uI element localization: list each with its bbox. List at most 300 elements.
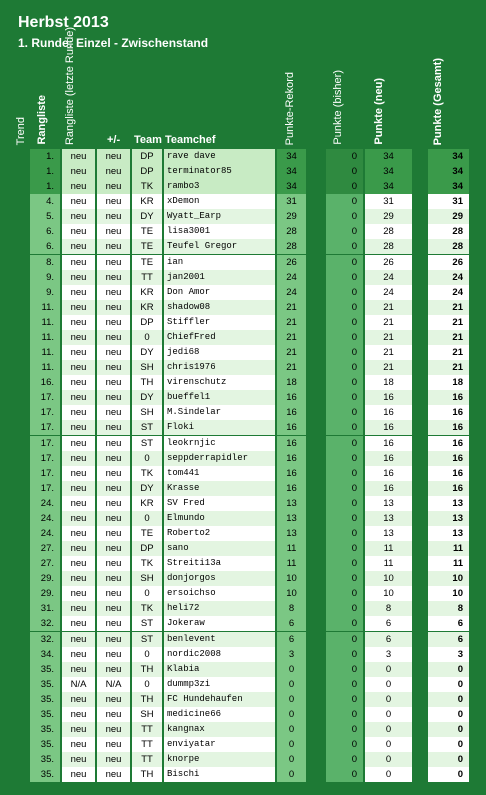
plusminus-cell: neu [97, 526, 130, 541]
last-rank-cell: neu [62, 662, 95, 677]
rank-cell: 31. [30, 601, 60, 616]
header-team: Team [134, 134, 162, 146]
bisher-cell: 0 [326, 360, 363, 375]
teamchef-cell: bueffel1 [164, 390, 275, 405]
header-punkte-bisher: Punkte (bisher) [332, 70, 344, 145]
neu-cell: 21 [365, 360, 412, 375]
neu-cell: 0 [365, 662, 412, 677]
trend-cell [14, 330, 28, 345]
team-cell: DP [132, 149, 162, 164]
bisher-cell: 0 [326, 752, 363, 767]
gesamt-cell: 24 [428, 285, 469, 300]
table-row [0, 209, 486, 224]
team-cell: 0 [132, 647, 162, 662]
rekord-cell: 0 [277, 662, 306, 677]
team-cell: TK [132, 179, 162, 194]
gesamt-cell: 13 [428, 511, 469, 526]
plusminus-cell: neu [97, 632, 130, 647]
last-rank-cell: neu [62, 375, 95, 390]
trend-cell [14, 586, 28, 601]
trend-cell [14, 692, 28, 707]
last-rank-cell: N/A [62, 677, 95, 692]
teamchef-cell: heli72 [164, 601, 275, 616]
last-rank-cell: neu [62, 390, 95, 405]
plusminus-cell: neu [97, 466, 130, 481]
bisher-cell: 0 [326, 345, 363, 360]
plusminus-cell: neu [97, 481, 130, 496]
gesamt-cell: 34 [428, 149, 469, 164]
gesamt-cell: 28 [428, 224, 469, 239]
team-cell: SH [132, 360, 162, 375]
team-cell: TH [132, 767, 162, 782]
last-rank-cell: neu [62, 285, 95, 300]
teamchef-cell: nordic2008 [164, 647, 275, 662]
teamchef-cell: Klabia [164, 662, 275, 677]
gesamt-cell: 16 [428, 451, 469, 466]
rank-cell: 11. [30, 360, 60, 375]
team-cell: TH [132, 662, 162, 677]
last-rank-cell: neu [62, 601, 95, 616]
table-row [0, 436, 486, 451]
trend-cell [14, 737, 28, 752]
last-rank-cell: neu [62, 209, 95, 224]
gesamt-cell: 31 [428, 194, 469, 209]
table-row [0, 285, 486, 300]
trend-cell [14, 496, 28, 511]
trend-cell [14, 390, 28, 405]
bisher-cell: 0 [326, 707, 363, 722]
teamchef-cell: SV Fred [164, 496, 275, 511]
teamchef-cell: shadow08 [164, 300, 275, 315]
neu-cell: 16 [365, 420, 412, 435]
plusminus-cell: neu [97, 692, 130, 707]
rank-cell: 1. [30, 149, 60, 164]
last-rank-cell: neu [62, 571, 95, 586]
last-rank-cell: neu [62, 436, 95, 451]
teamchef-cell: Stiffler [164, 315, 275, 330]
last-rank-cell: neu [62, 149, 95, 164]
rekord-cell: 13 [277, 511, 306, 526]
neu-cell: 26 [365, 255, 412, 270]
last-rank-cell: neu [62, 224, 95, 239]
bisher-cell: 0 [326, 662, 363, 677]
gesamt-cell: 29 [428, 209, 469, 224]
last-rank-cell: neu [62, 315, 95, 330]
neu-cell: 11 [365, 556, 412, 571]
neu-cell: 21 [365, 315, 412, 330]
teamchef-cell: benlevent [164, 632, 275, 647]
rank-cell: 35. [30, 707, 60, 722]
last-rank-cell: neu [62, 556, 95, 571]
bisher-cell: 0 [326, 285, 363, 300]
rank-cell: 35. [30, 737, 60, 752]
teamchef-cell: terminator85 [164, 164, 275, 179]
gesamt-cell: 13 [428, 496, 469, 511]
team-cell: 0 [132, 330, 162, 345]
neu-cell: 31 [365, 194, 412, 209]
plusminus-cell: neu [97, 270, 130, 285]
rank-cell: 35. [30, 677, 60, 692]
neu-cell: 29 [365, 209, 412, 224]
table-row [0, 466, 486, 481]
table-row [0, 767, 486, 782]
rank-cell: 17. [30, 420, 60, 435]
trend-cell [14, 722, 28, 737]
rank-cell: 35. [30, 692, 60, 707]
trend-cell [14, 616, 28, 631]
plusminus-cell: neu [97, 616, 130, 631]
table-row [0, 616, 486, 631]
last-rank-cell: neu [62, 647, 95, 662]
plusminus-cell: neu [97, 194, 130, 209]
bisher-cell: 0 [326, 571, 363, 586]
teamchef-cell: M.Sindelar [164, 405, 275, 420]
last-rank-cell: neu [62, 526, 95, 541]
teamchef-cell: jedi68 [164, 345, 275, 360]
rank-cell: 4. [30, 194, 60, 209]
table-row [0, 375, 486, 390]
last-rank-cell: neu [62, 722, 95, 737]
teamchef-cell: rave dave [164, 149, 275, 164]
gesamt-cell: 0 [428, 692, 469, 707]
table-row [0, 360, 486, 375]
team-cell: TT [132, 270, 162, 285]
rekord-cell: 21 [277, 300, 306, 315]
teamchef-cell: Teufel Gregor [164, 239, 275, 254]
trend-cell [14, 209, 28, 224]
trend-cell [14, 752, 28, 767]
table-row [0, 571, 486, 586]
rekord-cell: 18 [277, 375, 306, 390]
gesamt-cell: 6 [428, 616, 469, 631]
header-rangliste-letzte: Rangliste (letzte Runde) [64, 26, 76, 145]
gesamt-cell: 3 [428, 647, 469, 662]
plusminus-cell: neu [97, 752, 130, 767]
gesamt-cell: 26 [428, 255, 469, 270]
last-rank-cell: neu [62, 420, 95, 435]
rank-cell: 35. [30, 722, 60, 737]
neu-cell: 0 [365, 737, 412, 752]
bisher-cell: 0 [326, 270, 363, 285]
rekord-cell: 0 [277, 752, 306, 767]
table-row [0, 224, 486, 239]
trend-cell [14, 677, 28, 692]
last-rank-cell: neu [62, 737, 95, 752]
rekord-cell: 16 [277, 481, 306, 496]
team-cell: TE [132, 255, 162, 270]
rekord-cell: 0 [277, 722, 306, 737]
plusminus-cell: neu [97, 375, 130, 390]
table-row [0, 390, 486, 405]
neu-cell: 34 [365, 179, 412, 194]
rekord-cell: 34 [277, 164, 306, 179]
rekord-cell: 10 [277, 571, 306, 586]
gesamt-cell: 21 [428, 300, 469, 315]
rank-cell: 24. [30, 511, 60, 526]
team-cell: TE [132, 239, 162, 254]
teamchef-cell: medicine66 [164, 707, 275, 722]
gesamt-cell: 11 [428, 556, 469, 571]
plusminus-cell: neu [97, 647, 130, 662]
plusminus-cell: neu [97, 239, 130, 254]
team-cell: TT [132, 737, 162, 752]
bisher-cell: 0 [326, 420, 363, 435]
last-rank-cell: neu [62, 616, 95, 631]
neu-cell: 16 [365, 451, 412, 466]
teamchef-cell: jan2001 [164, 270, 275, 285]
teamchef-cell: Streiti13a [164, 556, 275, 571]
rekord-cell: 11 [277, 541, 306, 556]
bisher-cell: 0 [326, 209, 363, 224]
team-cell: TH [132, 375, 162, 390]
last-rank-cell: neu [62, 541, 95, 556]
rank-cell: 16. [30, 375, 60, 390]
neu-cell: 6 [365, 616, 412, 631]
neu-cell: 3 [365, 647, 412, 662]
bisher-cell: 0 [326, 224, 363, 239]
team-cell: TK [132, 466, 162, 481]
header-plusminus: +/- [107, 134, 121, 146]
bisher-cell: 0 [326, 511, 363, 526]
table-row [0, 601, 486, 616]
rekord-cell: 16 [277, 405, 306, 420]
plusminus-cell: neu [97, 179, 130, 194]
gesamt-cell: 8 [428, 601, 469, 616]
plusminus-cell: neu [97, 390, 130, 405]
table-row [0, 541, 486, 556]
teamchef-cell: seppderrapidler [164, 451, 275, 466]
gesamt-cell: 21 [428, 345, 469, 360]
trend-cell [14, 451, 28, 466]
rank-cell: 17. [30, 466, 60, 481]
trend-cell [14, 556, 28, 571]
last-rank-cell: neu [62, 767, 95, 782]
teamchef-cell: Bischi [164, 767, 275, 782]
teamchef-cell: Wyatt_Earp [164, 209, 275, 224]
last-rank-cell: neu [62, 496, 95, 511]
plusminus-cell: neu [97, 285, 130, 300]
plusminus-cell: neu [97, 330, 130, 345]
bisher-cell: 0 [326, 164, 363, 179]
rekord-cell: 11 [277, 556, 306, 571]
team-cell: 0 [132, 586, 162, 601]
plusminus-cell: neu [97, 360, 130, 375]
neu-cell: 34 [365, 149, 412, 164]
gesamt-cell: 21 [428, 360, 469, 375]
table-row [0, 451, 486, 466]
rank-cell: 9. [30, 285, 60, 300]
teamchef-cell: Elmundo [164, 511, 275, 526]
team-cell: 0 [132, 511, 162, 526]
rekord-cell: 16 [277, 451, 306, 466]
gesamt-cell: 0 [428, 662, 469, 677]
table-row [0, 556, 486, 571]
rank-cell: 6. [30, 239, 60, 254]
table-row [0, 420, 486, 435]
table-row [0, 662, 486, 677]
bisher-cell: 0 [326, 586, 363, 601]
neu-cell: 34 [365, 164, 412, 179]
plusminus-cell: neu [97, 586, 130, 601]
table-row [0, 300, 486, 315]
team-cell: DP [132, 541, 162, 556]
neu-cell: 8 [365, 601, 412, 616]
teamchef-cell: Floki [164, 420, 275, 435]
table-row [0, 511, 486, 526]
rekord-cell: 0 [277, 767, 306, 782]
team-cell: TT [132, 752, 162, 767]
teamchef-cell: tom441 [164, 466, 275, 481]
last-rank-cell: neu [62, 692, 95, 707]
rank-cell: 17. [30, 451, 60, 466]
rank-cell: 11. [30, 345, 60, 360]
team-cell: KR [132, 300, 162, 315]
rank-cell: 11. [30, 330, 60, 345]
rank-cell: 11. [30, 315, 60, 330]
teamchef-cell: virenschutz [164, 375, 275, 390]
table-row [0, 526, 486, 541]
trend-cell [14, 285, 28, 300]
bisher-cell: 0 [326, 632, 363, 647]
trend-cell [14, 541, 28, 556]
team-cell: DY [132, 390, 162, 405]
teamchef-cell: chris1976 [164, 360, 275, 375]
rekord-cell: 0 [277, 692, 306, 707]
bisher-cell: 0 [326, 677, 363, 692]
gesamt-cell: 16 [428, 405, 469, 420]
bisher-cell: 0 [326, 481, 363, 496]
rank-cell: 27. [30, 541, 60, 556]
last-rank-cell: neu [62, 300, 95, 315]
plusminus-cell: neu [97, 300, 130, 315]
last-rank-cell: neu [62, 194, 95, 209]
last-rank-cell: neu [62, 164, 95, 179]
last-rank-cell: neu [62, 330, 95, 345]
bisher-cell: 0 [326, 149, 363, 164]
neu-cell: 0 [365, 767, 412, 782]
table-row [0, 692, 486, 707]
table-row [0, 270, 486, 285]
plusminus-cell: N/A [97, 677, 130, 692]
bisher-cell: 0 [326, 767, 363, 782]
trend-cell [14, 466, 28, 481]
neu-cell: 24 [365, 285, 412, 300]
plusminus-cell: neu [97, 451, 130, 466]
last-rank-cell: neu [62, 405, 95, 420]
table-row [0, 239, 486, 254]
trend-cell [14, 360, 28, 375]
rank-cell: 1. [30, 179, 60, 194]
table-row [0, 722, 486, 737]
team-cell: TE [132, 224, 162, 239]
rekord-cell: 6 [277, 616, 306, 631]
gesamt-cell: 16 [428, 481, 469, 496]
gesamt-cell: 21 [428, 315, 469, 330]
trend-cell [14, 420, 28, 435]
plusminus-cell: neu [97, 541, 130, 556]
teamchef-cell: leokrnjic [164, 436, 275, 451]
plusminus-cell: neu [97, 436, 130, 451]
plusminus-cell: neu [97, 601, 130, 616]
last-rank-cell: neu [62, 179, 95, 194]
trend-cell [14, 375, 28, 390]
teamchef-cell: enviyatar [164, 737, 275, 752]
rekord-cell: 16 [277, 390, 306, 405]
rekord-cell: 34 [277, 149, 306, 164]
table-row [0, 677, 486, 692]
neu-cell: 16 [365, 481, 412, 496]
table-row [0, 315, 486, 330]
trend-cell [14, 632, 28, 647]
last-rank-cell: neu [62, 707, 95, 722]
team-cell: KR [132, 194, 162, 209]
plusminus-cell: neu [97, 405, 130, 420]
rekord-cell: 24 [277, 270, 306, 285]
team-cell: ST [132, 420, 162, 435]
rank-cell: 6. [30, 224, 60, 239]
rekord-cell: 28 [277, 224, 306, 239]
rekord-cell: 16 [277, 420, 306, 435]
gesamt-cell: 0 [428, 752, 469, 767]
team-cell: 0 [132, 677, 162, 692]
neu-cell: 13 [365, 496, 412, 511]
table-row [0, 405, 486, 420]
teamchef-cell: ChiefFred [164, 330, 275, 345]
gesamt-cell: 16 [428, 390, 469, 405]
neu-cell: 16 [365, 405, 412, 420]
neu-cell: 28 [365, 239, 412, 254]
rank-cell: 27. [30, 556, 60, 571]
table-row [0, 255, 486, 270]
team-cell: DY [132, 345, 162, 360]
trend-cell [14, 149, 28, 164]
teamchef-cell: rambo3 [164, 179, 275, 194]
last-rank-cell: neu [62, 345, 95, 360]
bisher-cell: 0 [326, 616, 363, 631]
trend-cell [14, 601, 28, 616]
rank-cell: 29. [30, 571, 60, 586]
trend-cell [14, 481, 28, 496]
gesamt-cell: 0 [428, 722, 469, 737]
rekord-cell: 6 [277, 632, 306, 647]
plusminus-cell: neu [97, 662, 130, 677]
team-cell: KR [132, 285, 162, 300]
rekord-cell: 21 [277, 330, 306, 345]
rank-cell: 24. [30, 526, 60, 541]
rank-cell: 17. [30, 405, 60, 420]
trend-cell [14, 239, 28, 254]
trend-cell [14, 662, 28, 677]
neu-cell: 0 [365, 752, 412, 767]
bisher-cell: 0 [326, 541, 363, 556]
rank-cell: 17. [30, 481, 60, 496]
trend-cell [14, 194, 28, 209]
neu-cell: 18 [365, 375, 412, 390]
trend-cell [14, 767, 28, 782]
team-cell: DY [132, 209, 162, 224]
last-rank-cell: neu [62, 752, 95, 767]
teamchef-cell: Don Amor [164, 285, 275, 300]
table-row [0, 496, 486, 511]
rekord-cell: 10 [277, 586, 306, 601]
neu-cell: 0 [365, 707, 412, 722]
teamchef-cell: kangnax [164, 722, 275, 737]
header-trend: Trend [15, 116, 27, 145]
team-cell: 0 [132, 451, 162, 466]
table-row [0, 345, 486, 360]
teamchef-cell: xDemon [164, 194, 275, 209]
gesamt-cell: 16 [428, 466, 469, 481]
